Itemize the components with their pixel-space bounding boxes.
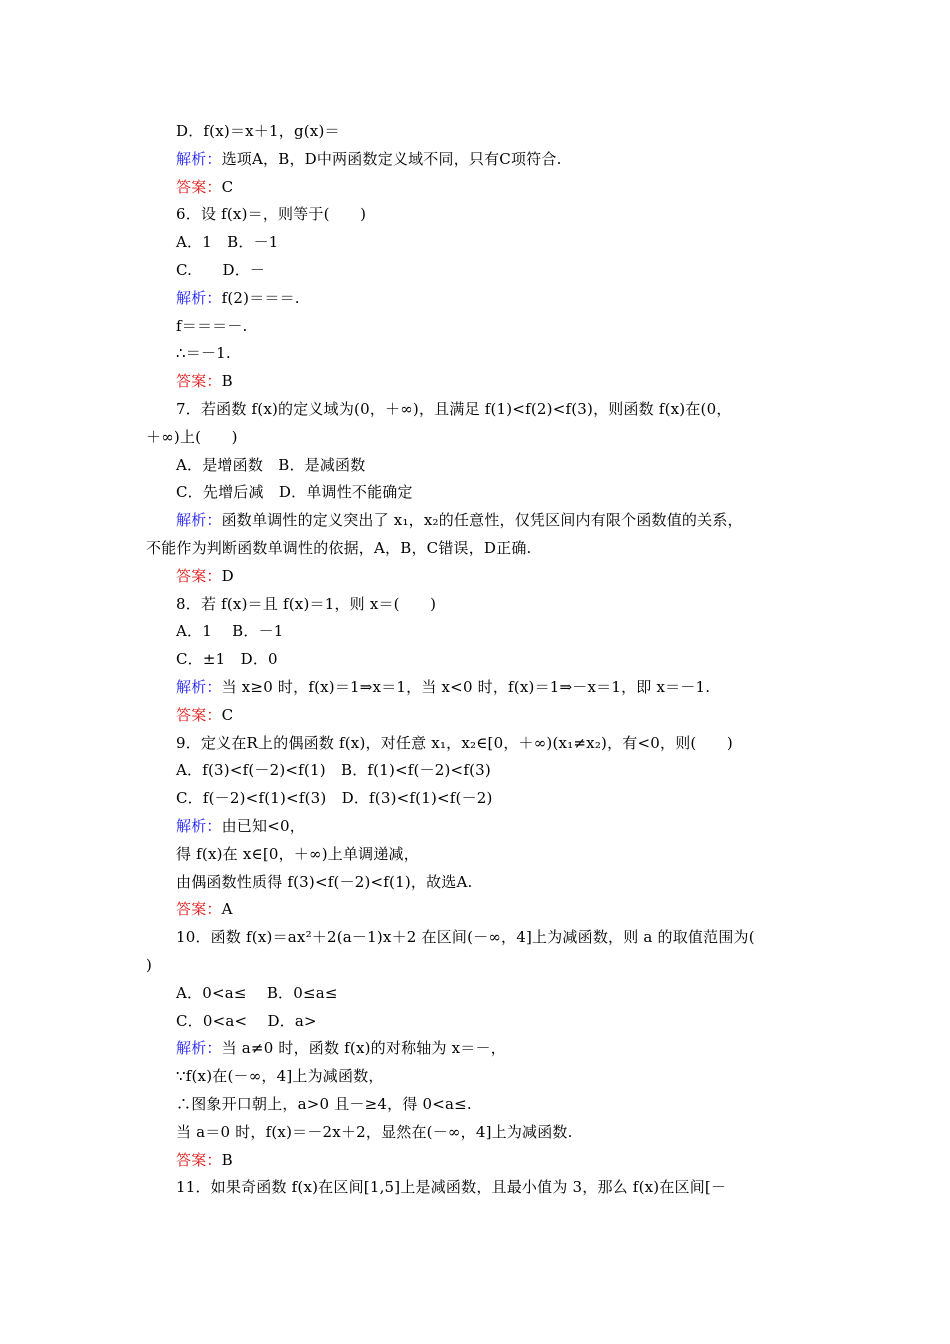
text-line <box>176 204 366 224</box>
line-text: ＋∞)上( ) <box>146 427 238 446</box>
line-text: ∴图象开口朝上，a>0 且－≥4，得 0<a≤. <box>176 1095 472 1113</box>
answer-label: 答案： <box>176 566 222 585</box>
text-line <box>176 1066 384 1086</box>
answer-label: 答案： <box>176 705 222 724</box>
text-line <box>176 482 413 502</box>
answer-label: 答案： <box>176 372 222 391</box>
text-line <box>176 872 473 892</box>
text-line <box>176 733 733 753</box>
line-text: C．0<a< D．a> <box>176 1011 317 1030</box>
text-line <box>176 649 278 669</box>
line-text: 6．设 f(x)＝，则等于( ) <box>176 205 367 224</box>
line-text: C. D．－ <box>176 261 266 279</box>
analysis-line <box>176 677 710 697</box>
line-text: C．先增后减 D．单调性不能确定 <box>176 483 413 502</box>
text-line <box>176 1122 573 1142</box>
answer-line <box>176 371 233 391</box>
text-line <box>176 121 340 141</box>
text-line <box>176 1177 726 1197</box>
analysis-label: 解析： <box>176 288 222 307</box>
analysis-label: 解析： <box>176 149 222 168</box>
analysis-line <box>176 288 300 308</box>
text-line <box>176 760 491 780</box>
answer-line <box>176 705 233 725</box>
line-text: A <box>221 900 233 919</box>
text-line <box>146 538 532 558</box>
analysis-label: 解析： <box>176 511 222 530</box>
text-line <box>176 343 231 363</box>
line-text: D．f(x)＝x＋1，g(x)＝ <box>176 122 340 140</box>
answer-label: 答案： <box>176 1150 222 1169</box>
analysis-label: 解析： <box>176 678 222 696</box>
text-line <box>176 1011 317 1031</box>
analysis-label: 解析： <box>176 1039 222 1058</box>
text-line <box>176 927 755 947</box>
analysis-line <box>176 510 743 530</box>
line-text: ∵f(x)在(－∞，4]上为减函数， <box>176 1067 384 1086</box>
text-line <box>176 399 732 419</box>
answer-line <box>176 1150 233 1170</box>
line-text: B <box>221 372 233 391</box>
answer-line <box>176 566 234 586</box>
line-text: D <box>221 566 234 585</box>
line-text: A．是增函数 B．是减函数 <box>176 455 366 474</box>
text-line <box>176 455 365 475</box>
text-line <box>176 983 338 1003</box>
line-text: B <box>221 1150 233 1169</box>
text-line <box>176 788 493 808</box>
text-line <box>146 427 238 447</box>
line-text: 11．如果奇函数 f(x)在区间[1,5]上是减函数，且最小值为 3，那么 f(x)在区间[－ <box>176 1178 727 1197</box>
line-text: 当 x≥0 时，f(x)＝1⇒x＝1，当 x<0 时，f(x)＝1⇒－x＝1，即 x＝－1. <box>221 678 711 696</box>
line-text: ∴＝－1. <box>176 344 231 363</box>
answer-label: 答案： <box>176 900 222 919</box>
line-text: A．1 B．－1 <box>176 233 279 252</box>
line-text: 不能作为判断函数单调性的依据，A，B，C错误，D正确. <box>146 539 532 557</box>
line-text: 9．定义在R上的偶函数 f(x)，对任意 x₁，x₂∈[0，＋∞)(x₁≠x₂)，有<0，则( ) <box>176 733 733 752</box>
text-line <box>146 955 152 975</box>
line-text: C <box>221 705 234 724</box>
line-text: 当 a≠0 时，函数 f(x)的对称轴为 x＝－， <box>221 1039 506 1058</box>
analysis-line <box>176 1038 506 1058</box>
line-text: C．f(－2)<f(1)<f(3) D．f(3)<f(1)<f(－2) <box>176 789 493 808</box>
text-line <box>176 316 248 336</box>
line-text: C．±1 D．0 <box>176 650 278 669</box>
analysis-label: 解析： <box>176 817 222 835</box>
line-text: f＝＝＝－. <box>176 316 248 335</box>
line-text: ) <box>146 956 153 974</box>
text-line <box>176 621 284 641</box>
line-text: 选项A，B，D中两函数定义域不同，只有C项符合. <box>221 149 562 168</box>
line-text: 函数单调性的定义突出了 x₁，x₂的任意性，仅凭区间内有限个函数值的关系， <box>221 511 743 530</box>
answer-label: 答案： <box>176 177 222 196</box>
line-text: 10．函数 f(x)＝ax²＋2(a－1)x＋2 在区间(－∞，4]上为减函数，则 a 的取值范围为( <box>176 928 755 947</box>
line-text: 由偶函数性质得 f(3)<f(－2)<f(1)，故选A. <box>176 872 473 891</box>
answer-line <box>176 899 233 919</box>
analysis-line <box>176 816 305 836</box>
analysis-line <box>176 149 562 169</box>
line-text: 由已知<0， <box>221 817 305 835</box>
line-text: A．0<a≤ B．0≤a≤ <box>176 983 338 1002</box>
line-text: A．f(3)<f(－2)<f(1) B．f(1)<f(－2)<f(3) <box>176 761 491 780</box>
line-text: 7．若函数 f(x)的定义域为(0，＋∞)，且满足 f(1)<f(2)<f(3)，则函数 f(x)在(0， <box>176 400 732 418</box>
line-text: A．1 B．－1 <box>176 622 284 641</box>
text-line <box>176 232 279 252</box>
line-text: 8．若 f(x)＝且 f(x)＝1，则 x＝( ) <box>176 594 437 613</box>
line-text: 得 f(x)在 x∈[0，＋∞)上单调递减， <box>176 844 419 863</box>
text-line <box>176 1094 472 1114</box>
line-text: C <box>221 177 234 196</box>
text-line <box>176 260 265 280</box>
answer-line <box>176 177 233 197</box>
text-line <box>176 594 436 614</box>
line-text: f(2)＝＝＝. <box>221 288 300 307</box>
line-text: 当 a＝0 时，f(x)＝－2x＋2，显然在(－∞，4]上为减函数. <box>176 1122 573 1141</box>
text-line <box>176 844 419 864</box>
